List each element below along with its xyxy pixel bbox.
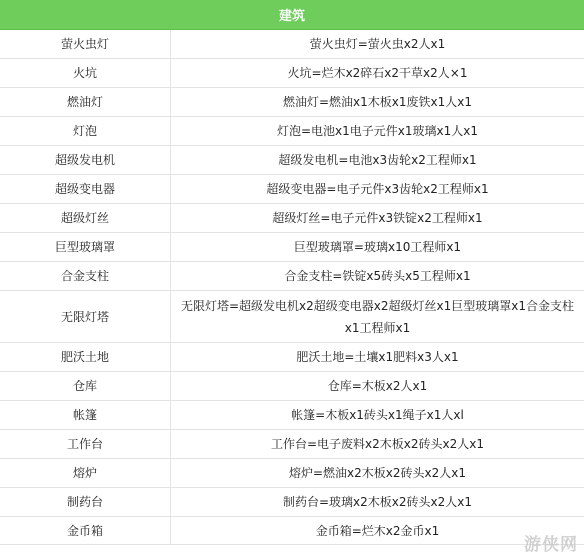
building-recipe: 合金支柱=铁锭x5砖头x5工程师x1	[284, 269, 471, 283]
building-name: 无限灯塔	[0, 291, 171, 342]
table-body	[0, 30, 584, 545]
building-recipe: 超级发电机=电池x3齿轮x2工程师x1	[278, 153, 477, 167]
table-row	[0, 459, 584, 488]
header-title: 建筑	[278, 9, 305, 24]
table-row	[0, 262, 584, 291]
building-name: 肥沃土地	[0, 343, 171, 371]
building-recipe: 制药台=玻璃x2木板x2砖头x2人x1	[282, 495, 472, 509]
building-recipe: 超级灯丝=电子元件x3铁锭x2工程师x1	[272, 211, 483, 225]
building-name: 火坑	[0, 59, 171, 87]
building-recipe: 工作台=电子废料x2木板x2砖头x2人x1	[270, 437, 484, 451]
table-row	[0, 233, 584, 262]
table-row	[0, 488, 584, 517]
table-row	[0, 430, 584, 459]
table-row	[0, 204, 584, 233]
building-name: 巨型玻璃罩	[0, 233, 171, 261]
building-recipe: 超级变电器=电子元件x3齿轮x2工程师x1	[266, 182, 489, 196]
building-name: 金币箱	[0, 517, 171, 544]
table-row	[0, 146, 584, 175]
table-row	[0, 30, 584, 59]
building-recipe: 熔炉=燃油x2木板x2砖头x2人x1	[288, 466, 466, 480]
building-recipe: 火坑=烂木x2碎石x2干草x2人×1	[287, 66, 468, 80]
table-row	[0, 517, 584, 545]
building-name: 帐篷	[0, 401, 171, 429]
table-row	[0, 401, 584, 430]
table-row	[0, 59, 584, 88]
table-header	[0, 0, 584, 30]
table-row	[0, 372, 584, 401]
building-recipe: 巨型玻璃罩=玻璃x10工程师x1	[293, 240, 462, 254]
building-name: 仓库	[0, 372, 171, 400]
table-row	[0, 175, 584, 204]
building-name: 熔炉	[0, 459, 171, 487]
building-recipe: 燃油灯=燃油x1木板x1废铁x1人x1	[282, 95, 472, 109]
building-recipe: 仓库=木板x2人x1	[327, 379, 428, 393]
building-name: 灯泡	[0, 117, 171, 145]
building-name: 超级发电机	[0, 146, 171, 174]
table-row	[0, 117, 584, 146]
building-name: 燃油灯	[0, 88, 171, 116]
table-row	[0, 343, 584, 372]
building-recipe: 金币箱=烂木x2金币x1	[315, 523, 440, 538]
building-recipe: 肥沃土地=土壤x1肥料x3人x1	[296, 350, 459, 364]
building-name: 萤火虫灯	[0, 30, 171, 58]
building-name: 工作台	[0, 430, 171, 458]
building-recipe: 萤火虫灯=萤火虫x2人x1	[309, 37, 446, 51]
building-recipe: 灯泡=电池x1电子元件x1玻璃x1人x1	[276, 124, 478, 138]
building-name: 超级灯丝	[0, 204, 171, 232]
building-recipe: 无限灯塔=超级发电机x2超级变电器x2超级灯丝x1巨型玻璃罩x1合金支柱x1工程师x1	[180, 298, 574, 335]
building-recipe: 帐篷=木板x1砖头x1绳子x1人xl	[291, 408, 464, 422]
watermark-logo: 游侠网	[524, 535, 578, 555]
building-name: 合金支柱	[0, 262, 171, 290]
table-row	[0, 88, 584, 117]
building-name: 制药台	[0, 488, 171, 516]
building-name: 超级变电器	[0, 175, 171, 203]
table-row	[0, 291, 584, 343]
